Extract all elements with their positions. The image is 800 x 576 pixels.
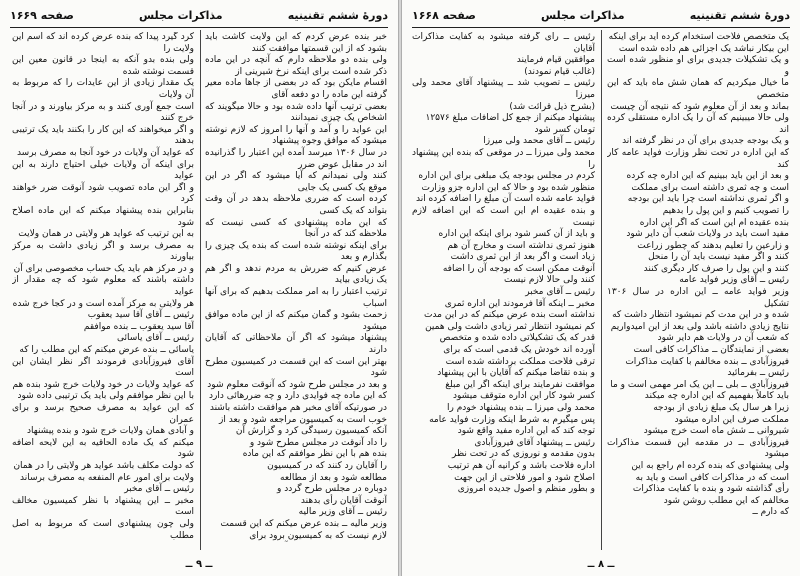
text-line: رئیس ــ آقای وزیر فواید عامه <box>679 275 789 286</box>
text-line: رئیس ــ آقای محمد ولی میرزا <box>483 136 595 147</box>
text-line: مخبر ــ این پیشنهاد با نظر کمیسیون مخالف است <box>12 495 194 518</box>
page-left <box>0 0 398 576</box>
text-line: شیروانی ــ شش ماه است خرج میشود <box>643 426 789 437</box>
text-line: و بنده عقیده ام این است که این اضافه لازم نیست <box>412 205 595 228</box>
text-column-right <box>205 32 387 542</box>
text-line: فواید عامه شده است آن مبلغ را اضافه کرده اند <box>415 194 595 205</box>
text-line: ولی بنده بدو آنکه به اینجا در قانون معین این قسمت نوشته شده <box>12 55 194 77</box>
text-line: بماند و بعد از آن معلوم شود که نتیجه آن چیست <box>610 101 789 112</box>
text-line: کسر شود کار این اداره متوقف میشود <box>453 391 595 402</box>
text-line: را داد آنوقت در مجلس مطرح شود و <box>249 437 387 448</box>
text-line: و آبادی همان ولایات خرج شود و بنده پیشنهاد <box>27 426 194 437</box>
text-line: ولی حالا میبینیم که آن را یک اداره مستقلی کرده اند <box>607 113 789 135</box>
text-line: است جمع آوری کنند و به مرکز بیاورند و در آنجا خرج کنند <box>12 101 194 124</box>
text-line: نداشته است بنده عرض میکنم که در این مدت <box>423 310 595 321</box>
page-right <box>402 0 800 576</box>
text-line: نتایج زیادی داشته باشد ولی بعد از این امیدواریم <box>610 321 789 332</box>
header-period: دورهٔ ششم تقنینیه <box>287 8 388 22</box>
text-line: مملکت صرف این اداره میشود <box>674 414 789 425</box>
text-line: پس میگیرم به شرط اینکه وزارت فواید عامه <box>429 414 595 425</box>
text-column-left <box>12 32 194 542</box>
header-title: مذاکرات مجلس <box>540 8 625 22</box>
text-line: وزیر مالیه ــ بنده عرض میکنم که این قسمت <box>220 518 387 529</box>
text-line: بنده هم با این نظر موافقم که این ماده <box>242 449 387 460</box>
text-line: آنکه کمیسیون رسیدگی کرد و گزارش آن <box>235 426 387 437</box>
text-line: (بشرح ذیل قرائت شد) <box>509 101 595 112</box>
text-line: آقا سید یعقوب ــ بنده موافقم <box>83 321 194 332</box>
text-line: که این عواید به مصرف صحیح برسد و برای عمران <box>12 403 194 425</box>
text-line: قدر که یک تشکیلاتی داده شده و متخصص <box>439 333 595 344</box>
text-line: هر ولایتی به مرکز آمده است و در کجا خرج شده <box>12 298 194 309</box>
text-line: آقای فیروزآبادی فرمودند اگر نظر ایشان این است <box>12 356 194 379</box>
text-line: موافقین قیام فرمایند <box>516 55 595 66</box>
text-line: مخالفم که این مطلب روشن شود <box>663 495 789 506</box>
text-line: و در مرکز هم باید یک حساب مخصوصی برای آن <box>13 263 194 274</box>
text-line: یک مقدار زیادی از این عایدات را که مربوط به آن ولایات <box>12 78 194 100</box>
text-line: منظور شده بود و حالا که این اداره جزو وزارت <box>421 182 595 193</box>
text-line: را تصویب کنیم و این پول را بدهیم <box>662 205 789 216</box>
text-line: و بنده تقاضا میکنم که آقایان با این پیشنهاد <box>437 368 595 379</box>
text-line: مخبر ــ اینکه آقا فرمودند این اداره ثمری <box>444 298 595 309</box>
text-line: با این نظر موافقم ولی باید یک ترتیبی داده شود <box>17 391 194 402</box>
text-line: که شعب آن در ولایات هم دایر شود <box>657 333 789 344</box>
header-rule <box>412 27 790 28</box>
text-line: به این ترتیب که عواید هر ولایتی در همان ولایت <box>18 229 194 240</box>
text-line: و بعد از این باید ببینیم که این اداره چه کرده <box>626 171 789 182</box>
text-line: این عواید را و آمد و آنها را امروز که لازم نوشته میشود که موافق وجوه پیشنهاد <box>205 124 387 147</box>
text-line: بعضی از نمایندگان ــ مذاکرات کافی است <box>633 345 789 356</box>
text-line: زیاد است و اگر بعد از این ثمری داشت <box>450 252 595 263</box>
text-line: آنوقت آقایان رأی بدهند <box>300 495 387 506</box>
text-line: (غالب قیام نمودند) <box>524 66 595 77</box>
text-line: و یک بودجه جدیدی برای آن در نظر گرفته اند <box>622 136 789 147</box>
text-line: رئیس ــ آقای وزیر مالیه <box>298 507 387 518</box>
text-line: است که در مذاکرات کافی است و باید به <box>635 472 789 483</box>
text-line: این بیکار نباشد یک اجزائی هم داده شده است <box>618 43 789 54</box>
text-line: میکنم که یک ماده الحاقیه به این لایحه اضافه شود <box>12 437 194 460</box>
text-line: رئیس ــ آقای آقا سید یعقوب <box>87 310 194 321</box>
text-line: فیروزآبادی ــ بلی ــ این یک امر مهمی است و ما <box>610 379 789 390</box>
text-line: که این ماده پیشنهادی که کسی نیست که ملاحظه کند که در آنجا <box>205 217 387 240</box>
text-line: کم نمیشود انتظار ثمر زیادی داشت ولی همین <box>425 321 595 332</box>
text-line: و اگر میخواهند که این کار را بکنند باید یک ترتیبی بدهند <box>12 124 194 147</box>
text-line: رئیس ــ تصویب شد ــ پیشنهاد آقای محمد ولی میرزا <box>412 78 595 100</box>
text-line: که این ماده چه فوایدی دارد و چه ضررهائی دارد <box>208 391 387 402</box>
text-line: ولایت برای امور عام المنفعه به مصرف برساند <box>20 472 194 483</box>
text-line: که عواید ولایات در خود ولایات خرج شود بنده هم <box>12 379 194 390</box>
text-line: لازم نیست که به کمیسیون برود برای <box>249 530 387 541</box>
text-line: کنند و این پول را صرف کار دیگری کنند <box>643 263 789 274</box>
text-line: زیرا هر سال یک مبلغ زیادی از بودجه <box>653 403 789 413</box>
text-line: توجه کند که این اداره مفید واقع شود <box>457 426 595 437</box>
text-line: و باید از آن کسر شود برای اینکه این اداره <box>438 229 595 240</box>
text-line: ترتیب اعتبار را به امر مملکت بدهیم که برای آنها اسباب <box>205 287 387 309</box>
text-line: به مصرف برسد و اگر زیادی داشت به مرکز بیاورند <box>12 240 194 263</box>
text-line: فیروزآبادی ــ در مقدمه این قسمت مذاکرات میشود <box>607 437 789 460</box>
header-title: مذاکرات مجلس <box>138 8 223 22</box>
text-line: زحمت بشود و گمان میکنم که از این ماده موافق میشود <box>205 310 387 332</box>
text-line: محمد ولی میرزا ــ بنده پیشنهاد خودم را <box>447 403 595 413</box>
text-line: شده و در این مدت کم نمیشود انتظار داشت که <box>612 310 789 321</box>
text-line: ما خیال میکردیم که همان شش ماه باید که این متخصص <box>607 78 789 100</box>
column-divider <box>200 30 201 550</box>
text-line: هنوز ثمری نداشته است و مخارج آن هم <box>447 240 595 251</box>
text-line: را آقایان رد کنند که در کمیسیون <box>267 460 387 471</box>
text-line: رئیس ــ آقای مخبر <box>124 484 194 495</box>
text-line: اقسام مایکن بود که در بعضی از جاها ماده معیر گرفته این ماده را دو دفعه آقای <box>205 78 387 100</box>
text-line: ولی پیشنهادی که بنده کرده ام راجع به این <box>631 460 789 471</box>
text-line: باید کاملاً بفهمیم که این اداره چه میکند <box>644 391 789 402</box>
text-line: کنند ولی حالا لازم نیست <box>503 275 595 286</box>
text-line: ولی بنده دو ملاحظه دارم که آنچه در این ماده ذکر شده است برای اینکه نرخ شیرینی از <box>205 55 387 77</box>
text-line: یک متخصص فلاحت استخدام کرده اید برای اینکه <box>608 32 789 42</box>
text-line: بهتر این است که این قسمت در کمیسیون مطرح شود <box>205 356 387 379</box>
text-line: مطالعه شود و بعد از مطالعه <box>280 472 387 483</box>
text-line: کرد گیرد پیدا که بنده عرض کرده اند که اسم این ولایت را <box>12 32 194 54</box>
text-line: برای اینکه نوشته شده است که بنده یک چیزی را بگذارم و بعد <box>205 240 387 263</box>
text-line: خوب است به کمیسیون مراجعه شود و بعد از <box>219 414 387 425</box>
text-line: رئیس ــ بفرمائید <box>727 368 789 379</box>
text-line: داشته باشند که معلوم شود که چه مقدار از عواید <box>12 275 194 298</box>
text-line: است و چه ثمری داشته است برای مملکت <box>631 182 789 193</box>
text-line: که این اداره در تحت نظر وزارت فواید عامه کار کند <box>607 147 789 170</box>
text-line: پیشنهاد میشود که اگر آن ملاحظاتی که آقایان دارند <box>205 333 387 356</box>
page-header <box>10 6 388 24</box>
header-period: دورهٔ ششم تقنینیه <box>689 8 790 22</box>
page-header <box>412 6 790 24</box>
text-line: برای اینکه آن ولایات خیلی احتیاج دارند به این عواید <box>12 159 194 182</box>
text-line: کردم در مجلس بودجه یک مبلغی برای این اداره <box>418 171 595 182</box>
text-line: مفید است باید در ولایات شعب آن دایر شود <box>626 229 789 240</box>
text-line: که دارم ــ <box>752 507 789 518</box>
text-line: پیشنهاد میکنم از جمع کل اضافات مبلغ ۱۲۵۷۶ <box>425 113 595 124</box>
column-divider <box>601 30 602 550</box>
text-line: اداره فلاحت باشد و کرانیه آن هم ترتیب <box>447 460 595 471</box>
text-line: رئیس ــ آقای مخبر <box>525 287 595 298</box>
text-line: رئیس ــ آقای یاسائی <box>116 333 194 344</box>
text-line: تومان کسر شود <box>534 124 595 135</box>
text-line: که دولت مکلف باشد عواید هر ولایتی را در همان <box>13 460 194 471</box>
text-line: رئیس ــ رأی گرفته میشود به کفایت مذاکرات آقایان <box>412 32 595 54</box>
text-line: کنند و اگر مفید نیست باید آن را منحل <box>648 252 789 263</box>
text-line: کرده است که ضرری ملاحظه بدهد در آن وقت بتواند که یک کسی <box>205 194 387 216</box>
text-line: بنابراین بنده پیشنهاد میکنم که این ماده اصلاح شود <box>12 205 194 228</box>
text-line: محمد ولی میرزا ــ در موقعی که بنده این پیشنهاد را <box>412 147 595 170</box>
text-line: در صورتیکه آقای مخبر هم موافقت داشته باشند <box>209 403 387 413</box>
text-line: بعضی ترتیب آنها داده شده بود و حالا میگویند که اشخاص یک چیزی نمیدانند <box>205 101 387 124</box>
text-line: رأی گذاشته شود و بنده با کفایت مذاکرات <box>632 484 789 495</box>
text-line: فیروزآبادی ــ بنده مخالفم با کفایت مذاکرات <box>625 356 789 367</box>
text-line: ترقی فلاحت مملکت برداشته شده است <box>445 356 595 367</box>
text-line: و بطور منظم و اصول جدیده امروزی <box>457 484 595 495</box>
text-line: که عواید آن ولایات در خود آنجا به مصرف برسد <box>16 147 194 158</box>
header-page-number: صفحه ۱۶۶۹ <box>10 8 74 22</box>
page-footer: ــ ۸ ــ <box>587 559 615 570</box>
header-rule <box>10 27 388 28</box>
text-line: آورده اند خودش یک قدمی است که برای <box>443 345 595 356</box>
text-line: در سال ۱۳۰۶ میرسد آمده این اعتبار را گذرانیده اند در مقابل عوض ضرر <box>205 147 387 170</box>
text-line: و اگر این ماده تصویب شود آنوقت ضرر خواهند کرد <box>12 182 194 205</box>
text-line: ولی چون پیشنهادی است که مربوط به اصل مطلب <box>12 518 194 541</box>
text-line: عرض کنیم که ضررش به مردم ندهد و اگر هم یک زیادی بیاید <box>205 263 387 286</box>
text-line: بدون مقدمه و نوروزی که در تحت نظر <box>451 449 595 460</box>
text-line: و یک تشکیلات جدیدی برای او منظور شده است و <box>607 55 789 77</box>
text-line: موافقت نفرمایند برای اینکه اگر این مبلغ <box>445 379 595 390</box>
text-line: کنند ولی نمیدانم که آیا میشود که اگر در این موقع یک کسی یک جایی <box>205 171 387 193</box>
page-footer: ــ ۹ ــ <box>185 559 213 570</box>
text-line: و زارعین را تعلیم بدهند که چطور زراعت <box>637 240 789 251</box>
text-line: اصلاح شود و امور فلاحتی از این جهت <box>454 472 595 483</box>
text-line: رئیس ــ پیشنهاد آقای فیروزآبادی <box>474 437 595 448</box>
text-line: و اگر ثمری نداشته است چرا باید این بودجه <box>627 194 789 205</box>
text-line: دوباره در مجلس طرح گردد و <box>277 484 387 495</box>
text-line: و بعد در مجلس طرح شود که آنوقت معلوم شود <box>207 379 387 390</box>
header-page-number: صفحه ۱۶۶۸ <box>412 8 476 22</box>
text-column-right <box>607 32 789 542</box>
text-column-left <box>412 32 595 542</box>
text-line: خبر بنده عرض کردم که این ولایت کاشت باید بشود که از این قسمتها موافقت کنند <box>205 32 387 54</box>
text-line: بنده عقیده ام این است که اگر این اداره <box>639 217 789 228</box>
text-line: آنوقت ممکن است که بودجه آن را اضافه <box>442 263 595 274</box>
text-line: وزیر فواید عامه ــ این اداره در سال ۱۳۰۶ تشکیل <box>607 287 789 309</box>
text-line: یاسائی ــ بنده عرض میکنم که این مطلب را که <box>19 345 194 356</box>
